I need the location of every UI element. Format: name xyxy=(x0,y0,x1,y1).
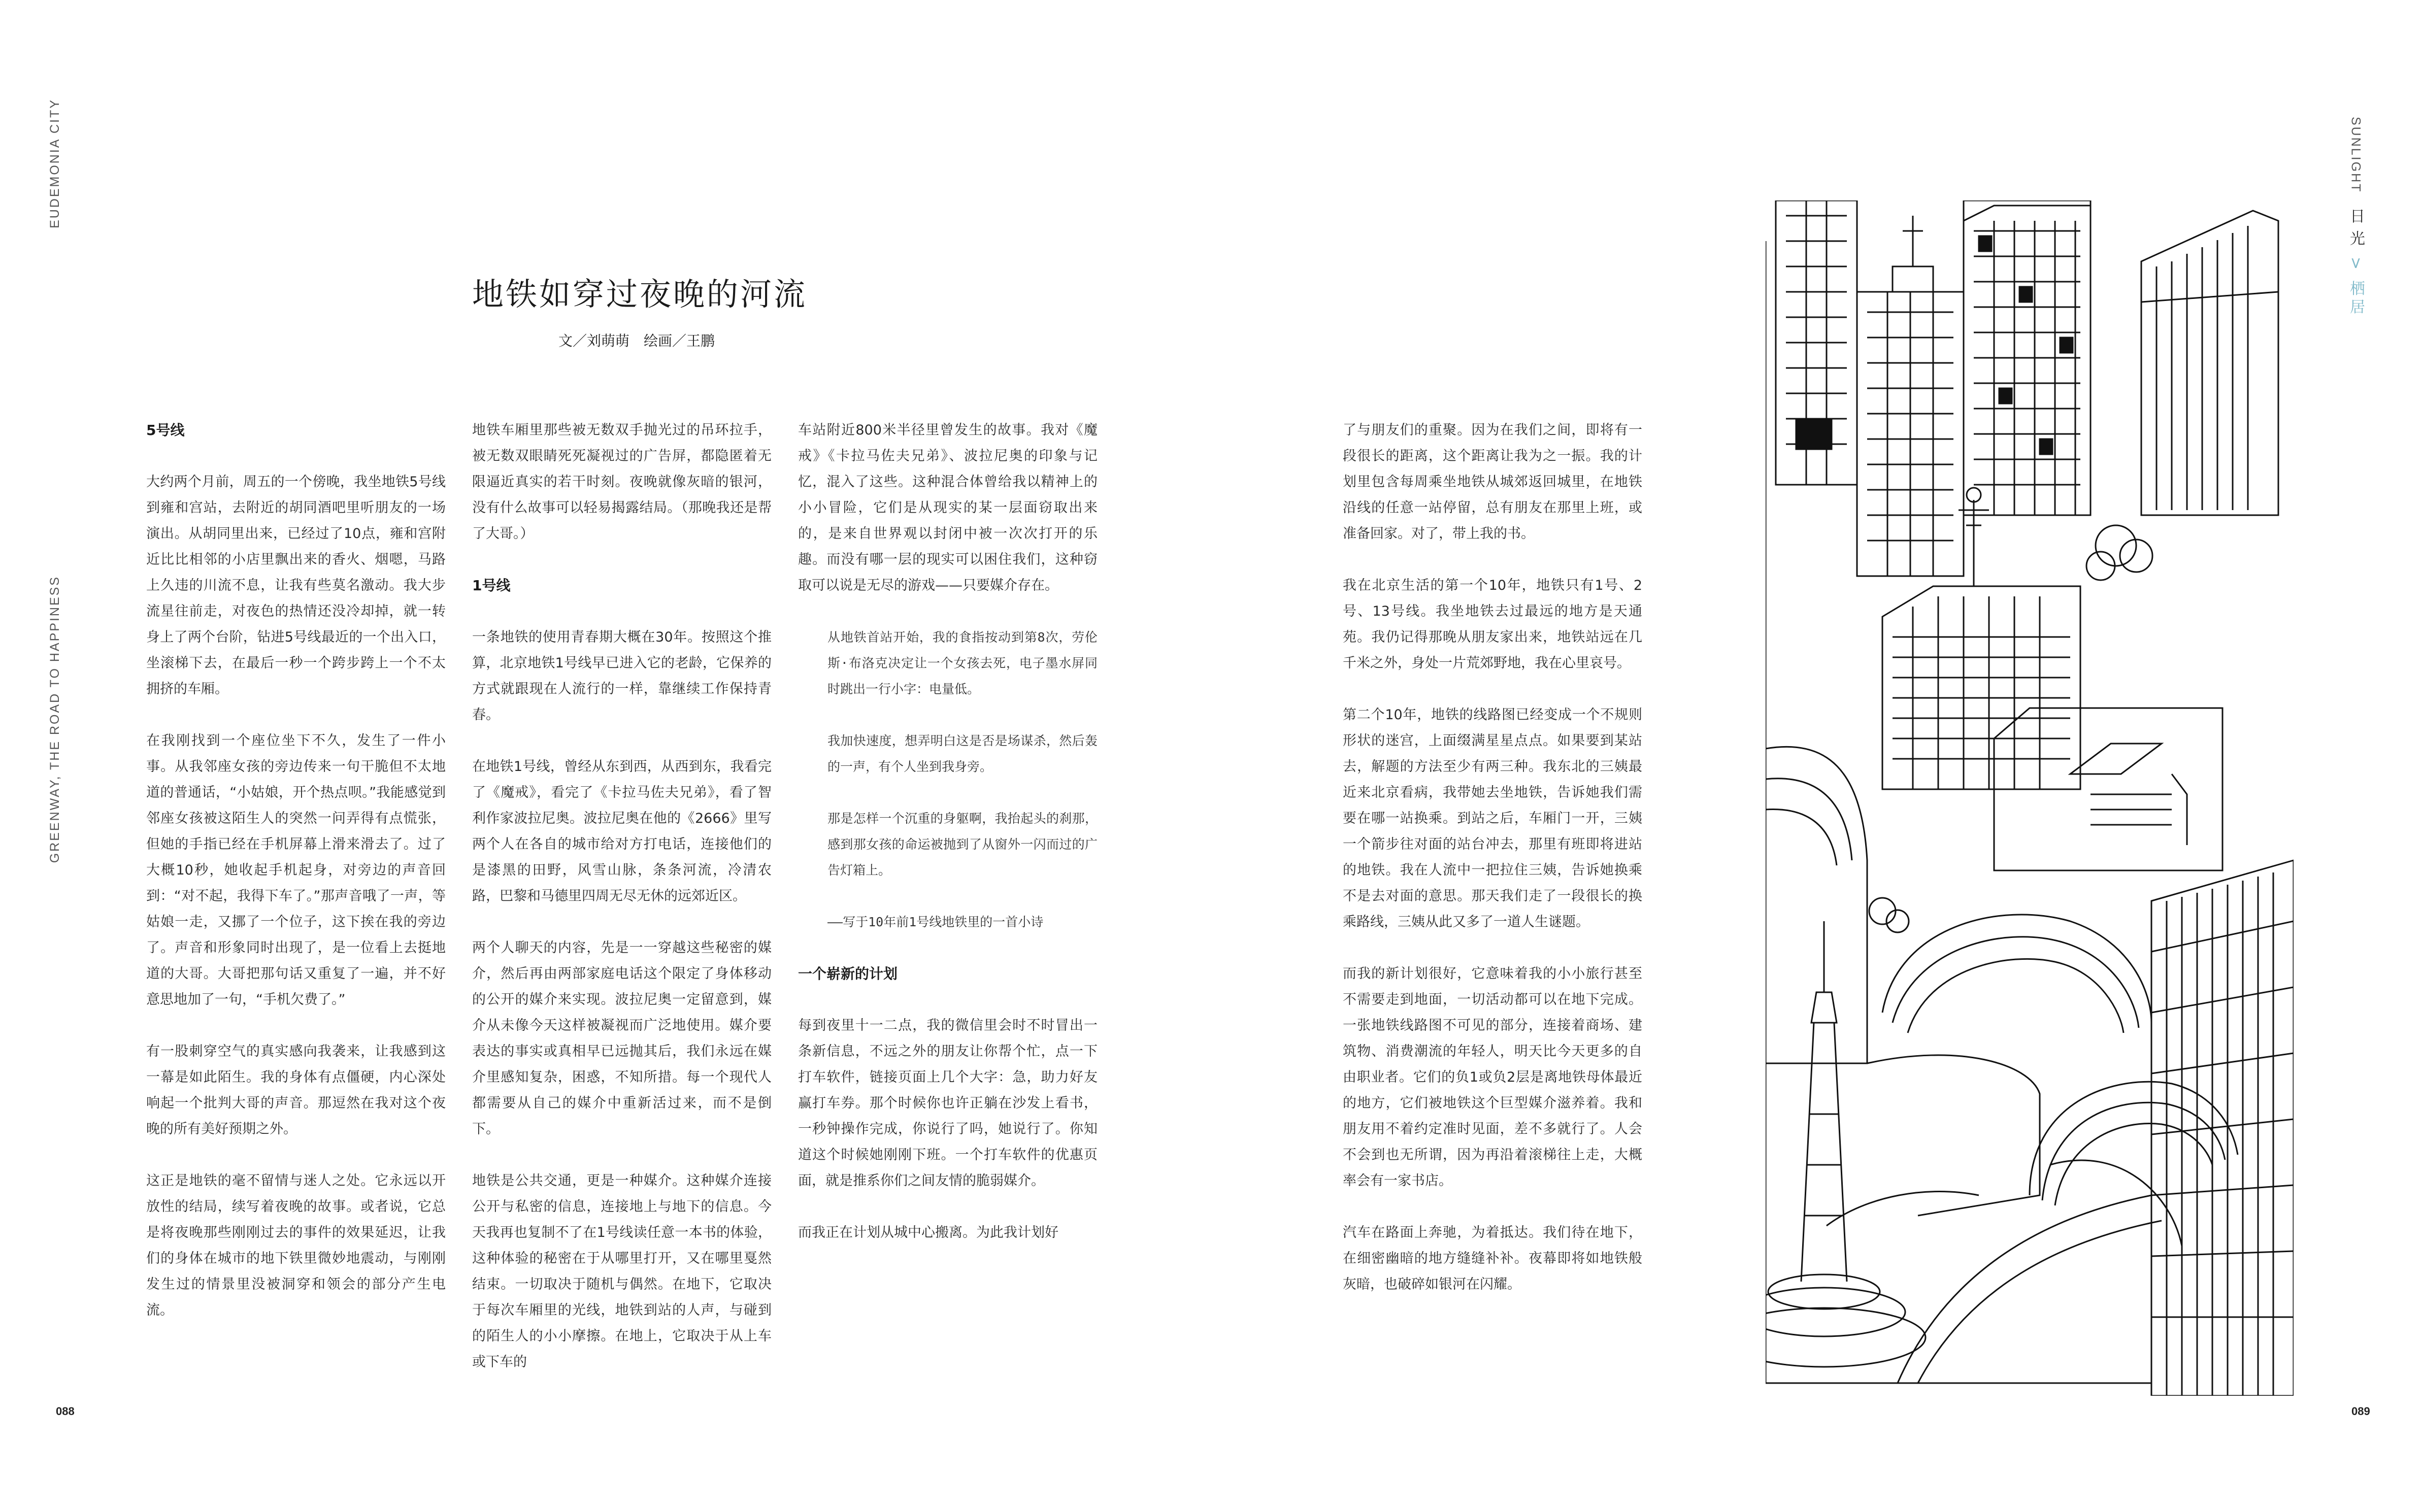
poem-stanza: 那是怎样一个沉重的身躯啊，我抬起头的刹那，感到那女孩的命运被抛到了从窗外一闪而过的广告灯箱上。 xyxy=(827,811,1098,878)
paragraph: 地铁是公共交通，更是一种媒介。这种媒介连接公开与私密的信息，连接地上与地下的信息。今天我再也复制不了在1号线读任意一本书的体验，这种体验的秘密在于从哪里打开，又在哪里戛然结束。一切取决于随机与偶然。在地下，它取决于每次车厢里的光线，地铁到站的人声，与碰到的陌生人的小小摩擦。在地上，它取决于从上车或下车的 xyxy=(472,1173,772,1370)
magazine-name: EUDEMONIA CITY xyxy=(48,98,62,228)
building-tower-left xyxy=(1776,200,1857,485)
poem-attribution: ——写于10年前1号线地铁里的一首小诗 xyxy=(827,915,1044,929)
paragraph: 了与朋友们的重聚。因为在我们之间，即将有一段很长的距离，这个距离让我为之一振。我的计划里包含每周乘坐地铁从城郊返回城里，在地铁沿线的任意一站停留，总有朋友在那里上班，或准备回家。对了，带上我的书。 xyxy=(1343,422,1642,542)
page-number-left: 088 xyxy=(56,1405,75,1418)
paragraph: 我在北京生活的第一个10年，地铁只有1号、2号、13号线。我坐地铁去过最远的地方是天通苑。我仍记得那晚从朋友家出来，地铁站远在几千米之外，身处一片荒郊野地，我在心里哀号。 xyxy=(1343,578,1642,671)
building-glass-tower xyxy=(2151,860,2294,1396)
building-grid-tower xyxy=(1964,200,2091,515)
section-name-en: SUNLIGHT xyxy=(2348,117,2363,193)
article-title: 地铁如穿过夜晚的河流 xyxy=(472,276,808,313)
paragraph: 两个人聊天的内容，先是一一穿越这些秘密的媒介，然后再由两部家庭电话这个限定了身体移动的公开的媒介来实现。波拉尼奥一定留意到，媒介从未像今天这样被凝视而广泛地使用。媒介要表达的事实或真相早已远抛其后，我们永远在媒介里感知复杂，困惑，不知所措。每一个现代人都需要从自己的媒介中重新活过来，而不是倒下。 xyxy=(472,940,772,1137)
text-column-2 xyxy=(472,417,772,1401)
article-byline: 文／刘萌萌 绘画／王鹏 xyxy=(558,332,715,349)
city-illustration xyxy=(1766,200,2294,1396)
paragraph: 而我的新计划很好，它意味着我的小小旅行甚至不需要走到地面，一切活动都可以在地下完成。一张地铁线路图不可见的部分，连接着商场、建筑物、消费潮流的年轻人，明天比今天更多的自由职业者。它们的负1或负2层是离地铁母体最近的地方，它们被地铁这个巨型媒介滋养着。我和朋友用不着约定准时见面，差不多就行了。人会不会到也无所谓，因为再沿着滚梯往上走，大概率会有一家书店。 xyxy=(1343,966,1642,1189)
paragraph: 有一股刺穿空气的真实感向我袭来，让我感到这一幕是如此陌生。我的身体有点僵硬，内心深处响起一个批判大哥的声音。那逗然在我对这个夜晚的所有美好预期之外。 xyxy=(146,1044,446,1137)
page-number-right: 089 xyxy=(2351,1405,2370,1418)
paragraph: 而我正在计划从城中心搬离。为此我计划好 xyxy=(798,1225,1058,1240)
subsection-name: > 栖居 xyxy=(2347,257,2365,318)
text-column-1 xyxy=(146,417,446,1349)
section-name-cn: 日光 xyxy=(2347,208,2365,253)
building-midrise xyxy=(1857,216,1964,576)
elevated-roads xyxy=(1827,1160,2182,1383)
building-plaza xyxy=(1882,488,2080,789)
paragraph: 汽车在路面上奔驰，为着抵达。我们待在地下，在细密幽暗的地方缝缝补补。夜幕即将如地铁般灰暗，也破碎如银河在闪耀。 xyxy=(1343,1225,1642,1292)
paragraph: 地铁车厢里那些被无数双手抛光过的吊环拉手，被无数双眼睛死死凝视过的广告屏，都隐匿着无限逼近真实的若干时刻。夜晚就像灰暗的银河，没有什么故事可以轻易揭露结局。（那晚我还是帮了大哥。） xyxy=(472,422,772,542)
paragraph: 大约两个月前，周五的一个傍晚，我坐地铁5号线到雍和宫站，去附近的胡同酒吧里听朋友的一场演出。从胡同里出来，已经过了10点，雍和宫附近比比相邻的小店里飘出来的香火、烟嗯，马路上久违的川流不息，让我有些莫名激动。我大步流星往前走，对夜色的热情还没冷却掉，就一转身上了两个台阶，钻进5号线最近的一个出入口，坐滚梯下去，在最后一秒一个跨步跨上一个不太拥挤的车厢。 xyxy=(146,474,446,697)
tv-tower xyxy=(1766,921,1926,1367)
building-right-slab xyxy=(2141,211,2278,515)
paragraph: 在地铁1号线，曾经从东到西，从西到东，我看完了《魔戒》，看完了《卡拉马佐夫兄弟》，看了智利作家波拉尼奥。波拉尼奥在他的《2666》里写两个人在各自的城市给对方打电话，连接他们的是漆黑的田野，风雪山脉，条条河流，冷清农路，巴黎和马德里四周无尽无休的远郊近区。 xyxy=(472,759,772,904)
running-head-left-top xyxy=(48,98,78,228)
poem-stanza: 我加快速度，想弄明白这是否是场谋杀，然后轰的一声，有个人坐到我身旁。 xyxy=(827,733,1098,774)
subheading-line-1: 1号线 xyxy=(472,577,511,594)
subheading-new-plan: 一个崭新的计划 xyxy=(798,965,898,982)
text-column-4 xyxy=(1343,417,1642,1323)
paragraph: 第二个10年，地铁的线路图已经变成一个不规则形状的迷宫，上面缀满星星点点。如果要到某站去，解题的方法至少有两三种。我东北的三姨最近来北京看病，我带她去坐地铁，告诉她我们需要在哪一站换乘。到站之后，车厢门一开，三姨一个箭步往对面的站台冲去，那里有班即将进站的地铁。我在人流中一把拉住三姨，告诉她换乘不是去对面的意思。那天我们走了一段很长的换乘路线，三姨从此又多了一道人生谜题。 xyxy=(1343,707,1642,930)
section-tagline: GREENWAY, THE ROAD TO HAPPINESS xyxy=(48,575,62,863)
text-column-3 xyxy=(798,417,1098,1271)
paragraph: 这正是地铁的毫不留情与迷人之处。它永远以开放性的结局，续写着夜晚的故事。或者说，它总是将夜晚那些刚刚过去的事件的效果延迟，让我们的身体在城市的地下铁里微妙地震动，与刚刚发生过的情景里没被洞穿和领会的部分产生电流。 xyxy=(146,1173,446,1318)
paragraph: 每到夜里十一二点，我的微信里会时不时冒出一条新信息，不远之外的朋友让你帮个忙，点一下打车软件，链接页面上几个大字：急，助力好友赢打车券。那个时候你也许正躺在沙发上看书，一秒钟操作完成，你说行了吗，她说行了。你知道这个时候她刚刚下班。一个打车软件的优惠页面，就是推系你们之间友情的脆弱媒介。 xyxy=(798,1018,1098,1189)
running-head-left-bottom xyxy=(48,575,78,863)
paragraph: 车站附近800米半径里曾发生的故事。我对《魔戒》《卡拉马佐夫兄弟》、波拉尼奥的印象与记忆，混入了这些。这种混合体曾给我以精神上的小小冒险，它们是从现实的某一层面窃取出来的，是来自世界观以封闭中被一次次打开的乐趣。而没有哪一层的现实可以困住我们，这种窃取可以说是无尽的游戏——只要媒介存在。 xyxy=(798,422,1098,593)
poem-stanza: 从地铁首站开始，我的食指按动到第8次，劳伦斯·布洛克决定让一个女孩去死，电子墨水屏同时跳出一行小字：电量低。 xyxy=(827,630,1098,696)
running-head-right xyxy=(2344,117,2367,317)
paragraph: 在我刚找到一个座位坐下不久，发生了一件小事。从我邻座女孩的旁边传来一句干脆但不太地道的普通话，“小姑娘，开个热点呗。”我能感觉到邻座女孩被这陌生人的突然一问弄得有点慌张，但她的手指已经在手机屏幕上滑来滑去了。过了大概10秒，她收起手机起身，对旁边的声音回到：“对不起，我得下车了。”那声音哦了一声，等姑娘一走，又挪了一个位子，这下挨在我的旁边了。声音和形象同时出现了，是一位看上去挺地道的大哥。大哥把那句话又重复了一遍，并不好意思地加了一句，“手机欠费了。” xyxy=(146,733,446,1007)
subheading-line-5: 5号线 xyxy=(146,422,185,439)
paragraph: 一条地铁的使用青春期大概在30年。按照这个推算，北京地铁1号线早已进入它的老龄，它保养的方式就跟现在人流行的一样，靠继续工作保持青春。 xyxy=(472,629,772,723)
